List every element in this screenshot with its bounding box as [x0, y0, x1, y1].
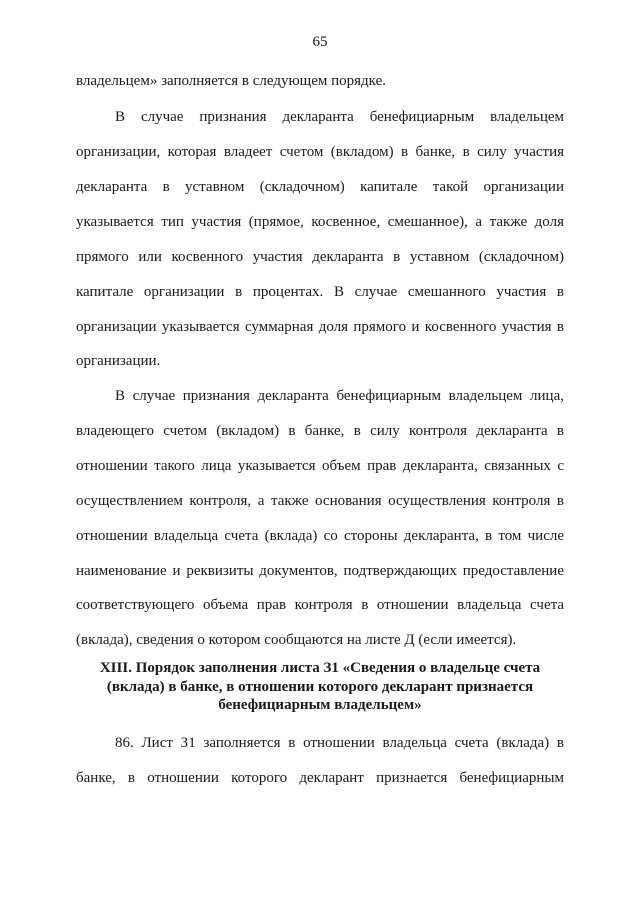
text-line: наименование и реквизиты документов, подтверждающих предоставление — [76, 563, 564, 579]
text-line: организации, которая владеет счетом (вкладом) в банке, в силу участия — [76, 144, 564, 160]
text-line: владельцем» заполняется в следующем порядке. — [76, 73, 387, 89]
text-line: В случае признания декларанта бенефициарным владельцем лица, — [115, 388, 564, 404]
text-line: отношении владельца счета (вклада) со стороны декларанта, в том числе — [76, 528, 564, 544]
section-heading-line: (вклада) в банке, в отношении которого декларант признается — [106, 679, 534, 695]
text-line: соответствующего объема прав контроля в отношении владельца счета — [76, 597, 564, 613]
text-line: владеющего счетом (вкладом) в банке, в силу контроля декларанта в — [76, 423, 564, 439]
text-line: банке, в отношении которого декларант признается бенефициарным — [76, 770, 564, 786]
text-line: 86. Лист З1 заполняется в отношении владельца счета (вклада) в — [115, 735, 564, 751]
text-line: декларанта в уставном (складочном) капитале такой организации — [76, 179, 564, 195]
text-line: отношении такого лица указывается объем прав декларанта, связанных с — [76, 458, 564, 474]
text-line: организации указывается суммарная доля прямого и косвенного участия в — [76, 319, 564, 335]
section-heading-line: XIII. Порядок заполнения листа З1 «Сведения о владельце счета — [99, 660, 541, 676]
text-line: прямого или косвенного участия декларанта в уставном (складочном) — [76, 249, 564, 265]
text-line: капитале организации в процентах. В случае смешанного участия в — [76, 284, 564, 300]
text-line: организации. — [76, 353, 161, 369]
text-line: В случае признания декларанта бенефициарным владельцем — [115, 109, 564, 125]
text-line: осуществлением контроля, а также основания осуществления контроля в — [76, 493, 564, 509]
text-line: (вклада), сведения о котором сообщаются на листе Д (если имеется). — [76, 632, 517, 648]
page-number: 65 — [312, 34, 328, 50]
text-line: указывается тип участия (прямое, косвенное, смешанное), а также доля — [76, 214, 564, 230]
section-heading-line: бенефициарным владельцем» — [218, 697, 422, 713]
